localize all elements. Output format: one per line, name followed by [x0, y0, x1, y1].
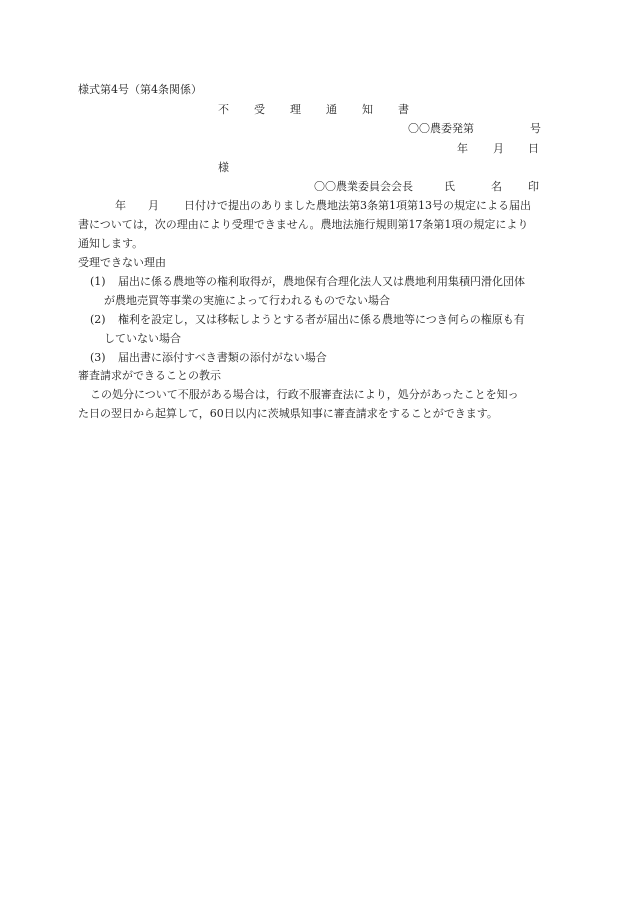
form-number: 様式第4号（第4条関係）	[78, 83, 202, 96]
body-date-year: 年	[115, 199, 126, 212]
reason-text: 届出に係る農地等の権利取得が，農地保有合理化法人又は農地利用集積円滑化団体	[118, 275, 525, 288]
document-number-suffix: 号	[530, 122, 541, 135]
seal-mark: 印	[528, 180, 539, 193]
reason-text: 権利を設定し，又は移転しようとする者が届出に係る農地等につき何らの権原も有	[118, 313, 525, 326]
body-line: 通知します。	[78, 237, 144, 250]
reason-number: (2)	[90, 313, 106, 326]
body-date-month: 月	[148, 199, 159, 212]
appeal-heading: 審査請求ができることの教示	[78, 369, 221, 382]
reason-number: (3)	[90, 351, 106, 364]
document-number-prefix: 〇〇農委発第	[408, 122, 474, 135]
reason-text: が農地売買等事業の実施によって行われるものでない場合	[104, 294, 390, 307]
reasons-heading: 受理できない理由	[78, 256, 166, 269]
sender-name-char: 名	[491, 180, 502, 193]
title-char: 知	[362, 103, 373, 116]
appeal-text: この処分について不服がある場合は，行政不服審査法により，処分があったことを知っ	[90, 388, 519, 401]
addressee-honorific: 様	[218, 161, 229, 174]
body-line: 書については，次の理由により受理できません。農地法施行規則第17条第1項の規定により	[78, 218, 529, 231]
title-char: 通	[326, 103, 337, 116]
sender-name-char: 氏	[444, 180, 455, 193]
sender-organization: 〇〇農業委員会会長	[314, 180, 413, 193]
date-day: 日	[528, 142, 539, 155]
date-month: 月	[493, 142, 504, 155]
title-char: 不	[218, 103, 229, 116]
title-char: 理	[290, 103, 301, 116]
reason-number: (1)	[90, 275, 106, 288]
reason-text: していない場合	[104, 332, 181, 345]
body-line: 日付けで提出のありました農地法第3条第1項第13号の規定による届出	[184, 199, 531, 212]
appeal-text: た日の翌日から起算して，60日以内に茨城県知事に審査請求をすることができます。	[78, 407, 498, 420]
title-char: 書	[398, 103, 409, 116]
reason-text: 届出書に添付すべき書類の添付がない場合	[118, 351, 327, 364]
title-char: 受	[254, 103, 265, 116]
date-year: 年	[457, 142, 468, 155]
